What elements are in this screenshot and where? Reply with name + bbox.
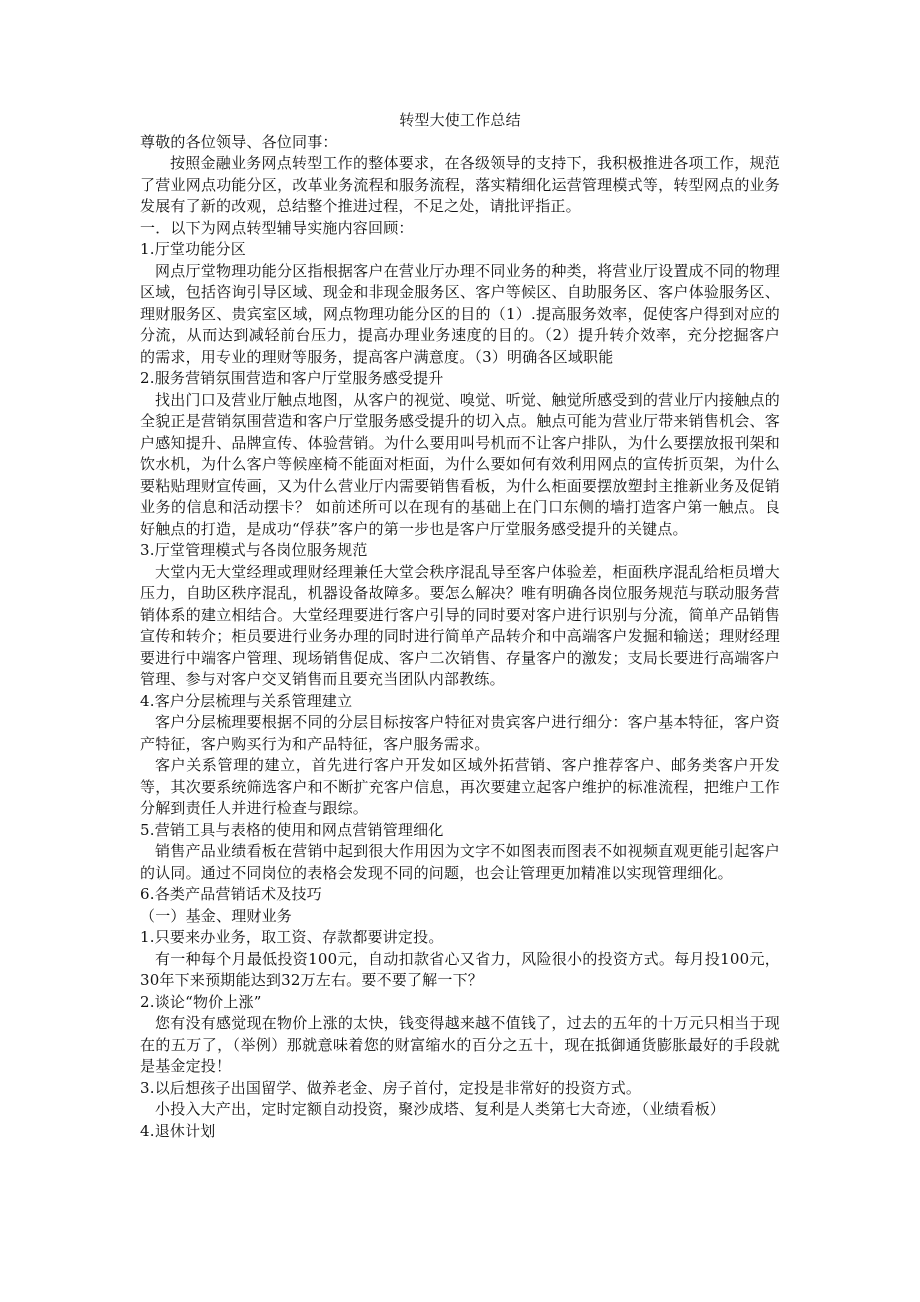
heading-marketing-tools: 5.营销工具与表格的使用和网点营销管理细化: [140, 820, 444, 839]
paragraph-hall-management: 大堂内无大堂经理或理财经理兼任大堂会秩序混乱导至客户体验差，柜面秩序混乱给柜员增大压力，自助区秩序混乱，机器设备故障多。要怎么解决？唯有明确各岗位服务规范与联动服务营销体系的建立相结合。大堂经理要进行客户引导的同时要对客户进行识别与分流，简单产品销售宣传和转介；柜员要进行业务办理的同时进行简单产品转介和中高端客户发掘和输送；理财经理要进行中端客户管理、现场销售促成、客户二次销售、存量客户的激发；支局长要进行高端客户管理、参与对客户交叉销售而且要充当团队内部教练。: [140, 562, 780, 688]
script-item-2: 2.谈论“物价上涨”: [140, 992, 262, 1011]
script-answer-1: 有一种每个月最低投资100元，自动扣款省心又省力，风险很小的投资方式。每月投100元，30年下来预期能达到32万左右。要不要了解一下？: [140, 949, 780, 989]
paragraph-marketing-tools: 销售产品业绩看板在营销中起到很大作用因为文字不如图表而图表不如视频直观更能引起客户的认同。通过不同岗位的表格会发现不同的问题，也会让管理更加精准以实现管理细化。: [140, 842, 780, 882]
paragraph-hall-zoning: 网点厅堂物理功能分区指根据客户在营业厅办理不同业务的种类，将营业厅设置成不同的物理区域，包括咨询引导区域、现金和非现金服务区、客户等候区、自助服务区、客户体验服务区、理财服务区、贵宾室区域，网点物理功能分区的目的（1）.提高服务效率，促使客户得到对应的分流，从而达到减轻前台压力，提高办理业务速度的目的。（2）提升转介效率，充分挖掘客户的需求，用专业的理财等服务，提高客户满意度。（3）明确各区域职能: [140, 261, 780, 366]
paragraph-service-atmosphere: 找出门口及营业厅触点地图，从客户的视觉、嗅觉、听觉、触觉所感受到的营业厅内接触点的全貌正是营销氛围营造和客户厅堂服务感受提升的切入点。触点可能为营业厅带来销售机会、客户感知提升、品牌宣传、体验营销。为什么要用叫号机而不让客户排队，为什么要摆放报刊架和饮水机，为什么客户等候座椅不能面对柜面，为什么要如何有效利用网点的宣传折页架，为什么要粘贴理财宣传画，又为什么营业厅内需要销售看板，为什么柜面要摆放塑封主推新业务及促销业务的信息和活动摆卡？ 如前述所可以在现有的基础上在门口东侧的墙打造客户第一触点。良好触点的打造，是成功“俘获”客户的第一步也是客户厅堂服务感受提升的关键点。: [140, 390, 780, 538]
heading-hall-zoning: 1.厅堂功能分区: [140, 240, 246, 258]
document-page: [140, 110, 780, 1142]
paragraph-customer-relationship: 客户关系管理的建立，首先进行客户开发如区域外拓营销、客户推荐客户、邮务类客户开发等，其次要系统筛选客户和不断扩充客户信息，再次要建立起客户维护的标准流程，把维户工作分解到责任人并进行检查与跟综。: [140, 756, 780, 817]
heading-service-atmosphere: 2.服务营销氛围营造和客户厅堂服务感受提升: [140, 369, 444, 387]
script-item-3: 3.以后想孩子出国留学、做养老金、房子首付，定投是非常好的投资方式。: [140, 1078, 642, 1097]
document-title: 转型大使工作总结: [399, 111, 521, 129]
intro-paragraph: 按照金融业务网点转型工作的整体要求，在各级领导的支持下，我积极推进各项工作，规范了营业网点功能分区，改革业务流程和服务流程，落实精细化运营管理模式等，转型网点的业务发展有了新的改观，总结整个推进过程，不足之处，请批评指正。: [140, 154, 780, 215]
heading-sales-scripts: 6.各类产品营销话术及技巧: [140, 885, 322, 903]
script-answer-2: 您有没有感觉现在物价上涨的太快，钱变得越来越不值钱了，过去的五年的十万元只相当于现在的五万了，（举例）那就意味着您的财富缩水的百分之五十，现在抵御通货膨胀最好的手段就是基金定投！: [140, 1014, 780, 1075]
subheading-fund-wealth: （一）基金、理财业务: [140, 906, 293, 925]
heading-customer-tiering: 4.客户分层梳理与关系管理建立: [140, 691, 353, 710]
heading-hall-management: 3.厅堂管理模式与各岗位服务规范: [140, 541, 368, 559]
section-one-heading: 一．以下为网点转型辅导实施内容回顾：: [140, 218, 414, 237]
script-item-4: 4.退休计划: [140, 1121, 216, 1140]
paragraph-customer-tiering: 客户分层梳理要根据不同的分层目标按客户特征对贵宾客户进行细分：客户基本特征，客户资产特征，客户购买行为和产品特征，客户服务需求。: [140, 713, 780, 753]
script-item-1: 1.只要来办业务，取工资、存款都要讲定投。: [140, 928, 444, 946]
salutation: 尊敬的各位领导、各位同事：: [140, 132, 338, 151]
script-answer-3: 小投入大产出，定时定额自动投资，聚沙成塔、复利是人类第七大奇迹，（业绩看板）: [155, 1100, 726, 1118]
